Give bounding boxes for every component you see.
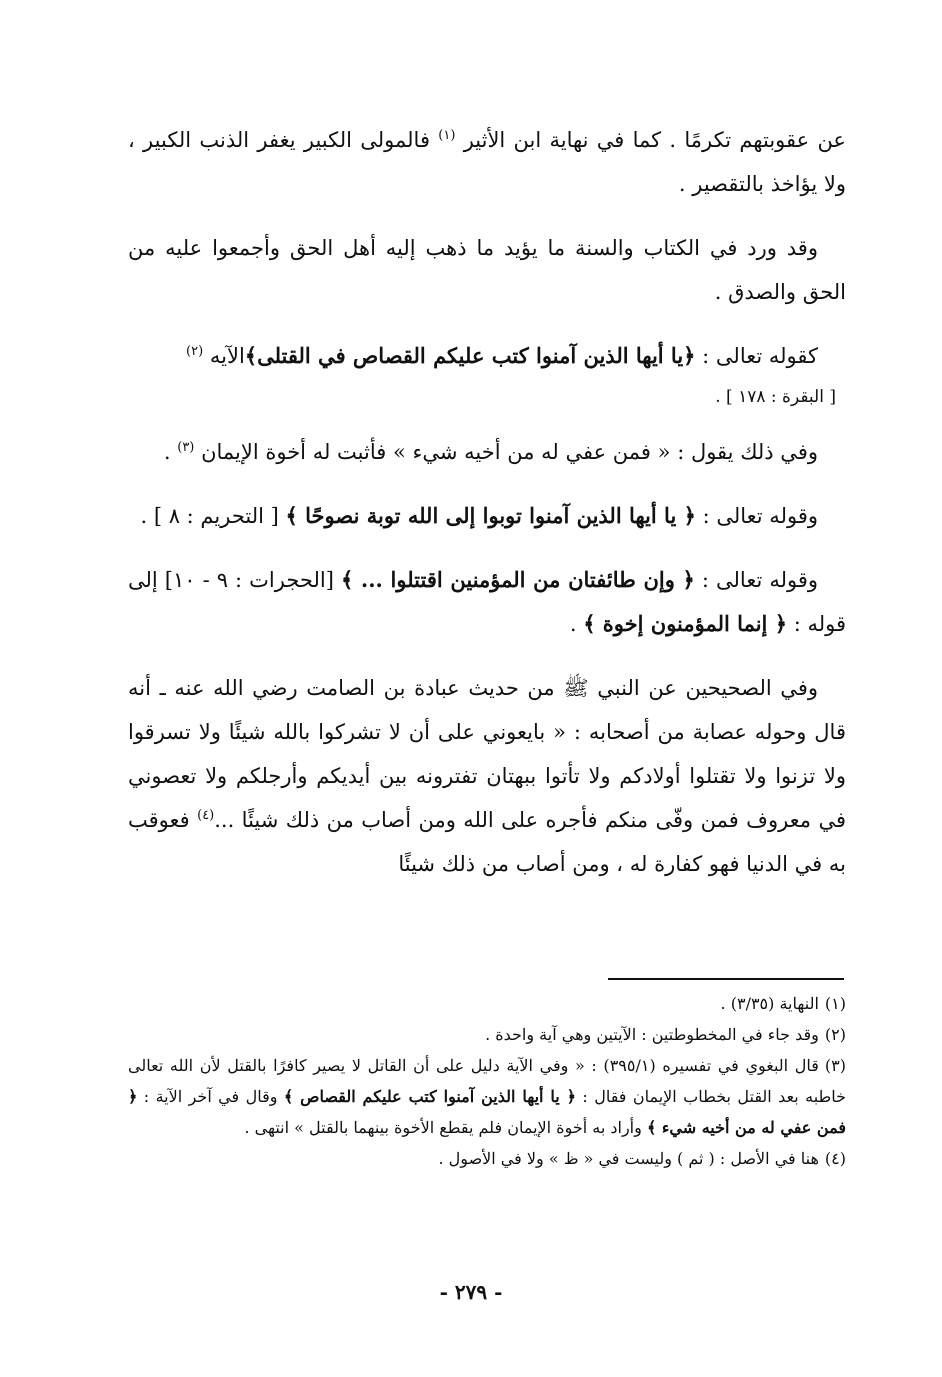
paragraph-3 [128,334,846,378]
footnote-3-mid: وقال في آخر الآية : [143,1087,278,1106]
paragraph-4-intro: وفي ذلك يقول : [677,440,818,464]
footnote-ref-1: (١) [438,128,456,143]
footnote-2-number: (٢) [824,1025,846,1044]
paragraph-5 [128,494,846,538]
page-number: - ٢٧٩ - [439,1280,503,1304]
paragraph-6-intro: وقوله تعالى : [701,568,819,592]
footnote-3-end: وأراد به أخوة الإيمان فلم يقطع الأخوة بينهما بالقتل » انتهى . [244,1118,642,1137]
paragraph-4 [128,430,846,474]
quran-verse-hujurat: ﴿ وإن طائفتان من المؤمنين اقتتلوا ... ﴾ [340,567,695,592]
footnote-ref-3: (٣) [177,440,195,455]
footnote-ref-2: (٢) [186,344,204,359]
footnote-2-text: وقد جاء في المخطوطتين : الآيتين وهي آية واحدة . [485,1025,819,1044]
paragraph-6 [128,558,846,646]
paragraph-1-text: عن عقوبتهم تكرمًا . كما في نهاية ابن الأثير [463,128,846,152]
footnote-1 [128,988,846,1019]
footnote-4 [128,1143,846,1174]
footnote-3 [128,1050,846,1143]
footnote-4-text: هنا في الأصل : ( ثم ) وليست في « ظ » ولا في الأصول . [438,1149,819,1168]
paragraph-5-intro: وقوله تعالى : [702,504,818,528]
quran-verse-tahrim: ﴿ يا أيها الذين آمنوا توبوا إلى الله توبة نصوحًا ﴾ [285,503,696,528]
paragraph-7-rest: فعوقب به في الدنيا فهو كفارة له ، ومن أصاب من ذلك شيئًا [128,808,846,876]
paragraph-7-text: وفي الصحيحين عن النبي ﷺ من حديث عبادة بن الصامت رضي الله عنه ـ أنه قال وحوله عصابة من أصحابه : « بايعوني على أن لا تشركوا بالله شيئًا ولا تسرقوا ولا تزنوا ولا تقتلوا أولادكم ولا تأتوا ببهتان تفترونه بين أيديكم وأرجلكم ولا تعصوني في معروف فمن وفّى منكم فأجره على الله ومن أصاب من ذلك شيئًا ... [128,676,846,832]
paragraph-6-mid: إلى قوله : [128,568,846,636]
verse-reference-tahrim: [ التحريم : ٨ ] . [140,504,279,528]
footnote-ref-4: (٤) [197,808,215,823]
quran-verse-ikhwa: ﴿ إنما المؤمنون إخوة ﴾ [583,611,788,636]
footnote-1-number: (١) [824,994,846,1013]
footnote-3-number: (٣) [824,1056,847,1075]
paragraph-7 [128,666,846,886]
footnote-3-text: قال البغوي في تفسيره (٣٩٥/١) : « وفي الآية دليل على أن القاتل لا يصير كافرًا بالقتل لأن الله تعالى خاطبه بعد القتل بخطاب الإيمان فقال : [128,1056,847,1106]
footnote-1-text: النهاية (٣/٣٥) . [720,994,819,1013]
paragraph-1-rest: فالمولى الكبير يغفر الذنب الكبير ، ولا يؤاخذ بالتقصير . [128,128,846,196]
paragraph-2 [128,226,846,314]
footnote-3-verse-1: ﴿ يا أيها الذين آمنوا كتب عليكم القصاص ﴾ [283,1087,576,1106]
paragraph-3-aya: الآيه [209,344,245,368]
verse-reference-baqarah [128,384,846,410]
quran-verse-baqarah: ﴿يا أيها الذين آمنوا كتب عليكم القصاص في القتلى﴾ [244,343,696,368]
footnote-3-verse-2: ﴿ فمن عفي له من أخيه شيء ﴾ [128,1087,846,1137]
footnotes [128,988,846,1174]
paragraph-1 [128,118,846,206]
paragraph-2-text: وقد ورد في الكتاب والسنة ما يؤيد ما ذهب إليه أهل الحق وأجمعوا عليه من الحق والصدق . [128,236,846,304]
verse-reference-baqarah-text: [ البقرة : ١٧٨ ] . [715,387,836,407]
paragraph-4-text: فأثبت له أخوة الإيمان [201,440,387,464]
footnote-divider [608,978,844,980]
main-text [128,118,846,906]
verse-reference-hujurat: [الحجرات : ٩ - ١٠] [164,568,334,592]
footnote-4-number: (٤) [824,1149,846,1168]
paragraph-4-end: . [163,440,171,464]
paragraph-4-quote: « فمن عفي له من أخيه شيء » [392,440,671,464]
paragraph-6-end: . [569,612,577,636]
footnote-2 [128,1019,846,1050]
paragraph-3-intro: كقوله تعالى : [702,344,818,368]
